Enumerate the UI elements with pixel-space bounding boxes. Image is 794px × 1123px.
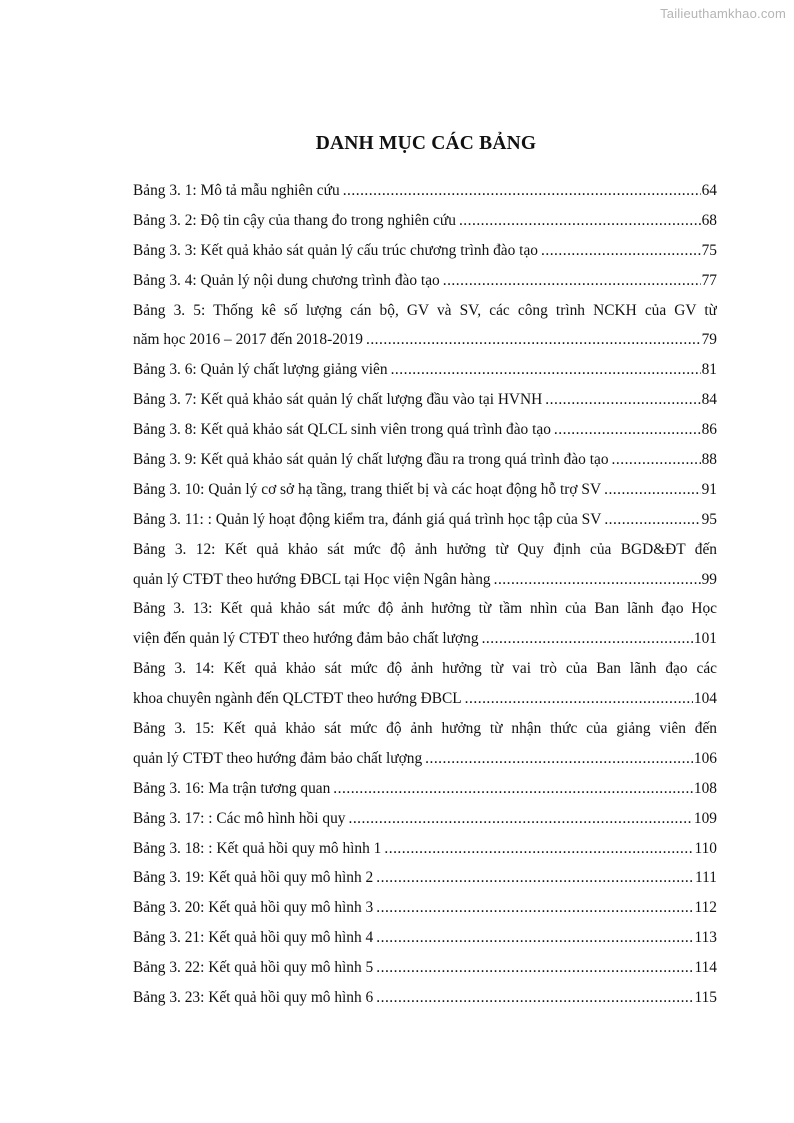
toc-entry-title: Bảng 3. 6: Quản lý chất lượng giảng viên bbox=[133, 361, 388, 379]
toc-entry[interactable] bbox=[133, 983, 717, 1013]
toc-entry-title: Bảng 3. 23: Kết quả hồi quy mô hình 6 bbox=[133, 989, 374, 1007]
toc-entry-line bbox=[133, 744, 717, 774]
toc-entry-line bbox=[133, 236, 717, 266]
toc-entry-line bbox=[133, 953, 717, 983]
page-title: DANH MỤC CÁC BẢNG bbox=[315, 133, 537, 154]
toc-entry-page-number: 106 bbox=[693, 749, 717, 767]
toc-entry-page-number: 115 bbox=[694, 989, 717, 1007]
toc-entry-title: quản lý CTĐT theo hướng đảm bảo chất lượng bbox=[133, 749, 423, 767]
toc-entry[interactable] bbox=[133, 953, 717, 983]
toc-entry[interactable] bbox=[133, 834, 717, 864]
dot-leader bbox=[391, 355, 701, 385]
toc-entry[interactable] bbox=[133, 236, 717, 266]
dot-leader bbox=[376, 983, 693, 1013]
dot-leader bbox=[554, 415, 701, 445]
toc-entry-page-number: 79 bbox=[701, 331, 717, 349]
dot-leader bbox=[604, 505, 700, 535]
toc-entry-title: Bảng 3. 21: Kết quả hồi quy mô hình 4 bbox=[133, 929, 374, 947]
toc-entry[interactable] bbox=[133, 385, 717, 415]
toc-entry-title: Bảng 3. 19: Kết quả hồi quy mô hình 2 bbox=[133, 869, 374, 887]
toc-entry[interactable] bbox=[133, 266, 717, 296]
toc-entry-page-number: 64 bbox=[701, 182, 717, 199]
toc-entry[interactable] bbox=[133, 445, 717, 475]
dot-leader bbox=[425, 744, 693, 774]
toc-entry-title: năm học 2016 – 2017 đến 2018-2019 bbox=[133, 331, 363, 349]
toc-entry-title: Bảng 3. 22: Kết quả hồi quy mô hình 5 bbox=[133, 959, 374, 977]
toc-entry-page-number: 95 bbox=[701, 510, 717, 528]
table-of-contents bbox=[133, 176, 717, 1013]
toc-entry-page-number: 99 bbox=[701, 570, 717, 588]
toc-entry-page-number: 81 bbox=[701, 361, 717, 379]
toc-entry[interactable] bbox=[133, 176, 717, 206]
toc-entry-page-number: 109 bbox=[693, 809, 717, 827]
toc-entry-page-number: 68 bbox=[701, 211, 717, 229]
toc-entry-line bbox=[133, 565, 717, 595]
toc-entry[interactable] bbox=[133, 206, 717, 236]
toc-entry-title: Bảng 3. 16: Ma trận tương quan bbox=[133, 779, 331, 797]
dot-leader bbox=[376, 863, 694, 893]
toc-entry-line bbox=[133, 804, 717, 834]
toc-entry-title: Bảng 3. 4: Quản lý nội dung chương trình đào tạo bbox=[133, 271, 440, 289]
toc-entry-line bbox=[133, 475, 717, 505]
toc-entry-page-number: 88 bbox=[701, 451, 717, 469]
dot-leader bbox=[384, 834, 693, 864]
toc-entry-line bbox=[133, 774, 717, 804]
toc-entry-page-number: 111 bbox=[695, 869, 717, 887]
toc-entry-line bbox=[133, 863, 717, 893]
toc-entry[interactable] bbox=[133, 774, 717, 804]
dot-leader bbox=[604, 475, 701, 505]
toc-entry[interactable] bbox=[133, 505, 717, 535]
toc-entry[interactable] bbox=[133, 296, 717, 356]
toc-entry-page-number: 91 bbox=[701, 480, 717, 498]
toc-entry[interactable] bbox=[133, 863, 717, 893]
dot-leader bbox=[333, 774, 693, 804]
toc-entry-line bbox=[133, 206, 717, 236]
dot-leader bbox=[343, 176, 701, 206]
toc-entry-first-line: Bảng 3. 12: Kết quả khảo sát mức độ ảnh hưởng từ Quy định của BGD&ĐT đến bbox=[133, 540, 717, 558]
toc-entry-page-number: 110 bbox=[694, 839, 717, 857]
toc-entry-page-number: 86 bbox=[701, 421, 717, 439]
toc-entry-line bbox=[133, 624, 717, 654]
toc-entry-first-line: Bảng 3. 5: Thống kê số lượng cán bộ, GV và SV, các công trình NCKH của GV từ bbox=[133, 301, 717, 319]
toc-entry-line bbox=[133, 983, 717, 1013]
toc-entry-title: Bảng 3. 8: Kết quả khảo sát QLCL sinh viên trong quá trình đào tạo bbox=[133, 421, 551, 439]
dot-leader bbox=[541, 236, 701, 266]
dot-leader bbox=[376, 893, 693, 923]
toc-entry-title: Bảng 3. 10: Quản lý cơ sở hạ tầng, trang thiết bị và các hoạt động hỗ trợ SV bbox=[133, 480, 602, 498]
toc-entry-page-number: 101 bbox=[693, 630, 717, 648]
dot-leader bbox=[459, 206, 701, 236]
toc-entry[interactable] bbox=[133, 594, 717, 654]
toc-entry-line bbox=[133, 923, 717, 953]
toc-entry-title: Bảng 3. 1: Mô tả mẫu nghiên cứu bbox=[133, 182, 340, 199]
dot-leader bbox=[465, 684, 693, 714]
toc-entry-line bbox=[133, 325, 717, 355]
toc-entry-line bbox=[133, 505, 717, 535]
toc-entry-title: Bảng 3. 18: : Kết quả hồi quy mô hình 1 bbox=[133, 839, 382, 857]
dot-leader bbox=[376, 953, 693, 983]
dot-leader bbox=[612, 445, 701, 475]
toc-entry-page-number: 84 bbox=[701, 391, 717, 409]
toc-entry[interactable] bbox=[133, 415, 717, 445]
toc-entry-line bbox=[133, 893, 717, 923]
toc-entry-line bbox=[133, 834, 717, 864]
toc-entry-line bbox=[133, 355, 717, 385]
toc-entry-title: Bảng 3. 3: Kết quả khảo sát quản lý cấu trúc chương trình đào tạo bbox=[133, 241, 538, 259]
dot-leader bbox=[443, 266, 701, 296]
toc-entry-line bbox=[133, 445, 717, 475]
toc-entry[interactable] bbox=[133, 355, 717, 385]
toc-entry-page-number: 108 bbox=[693, 779, 717, 797]
dot-leader bbox=[494, 565, 701, 595]
toc-entry[interactable] bbox=[133, 654, 717, 714]
toc-entry-title: viện đến quản lý CTĐT theo hướng đảm bảo chất lượng bbox=[133, 630, 479, 648]
toc-entry-first-line: Bảng 3. 15: Kết quả khảo sát mức độ ảnh hưởng từ nhận thức của giảng viên đến bbox=[133, 720, 717, 738]
toc-entry-title: khoa chuyên ngành đến QLCTĐT theo hướng ĐBCL bbox=[133, 690, 462, 708]
toc-entry[interactable] bbox=[133, 804, 717, 834]
toc-entry-line bbox=[133, 684, 717, 714]
dot-leader bbox=[376, 923, 693, 953]
toc-entry-title: Bảng 3. 17: : Các mô hình hồi quy bbox=[133, 809, 346, 827]
toc-entry-first-line: Bảng 3. 14: Kết quả khảo sát mức độ ảnh hưởng từ vai trò của Ban lãnh đạo các bbox=[133, 660, 717, 678]
toc-entry-line bbox=[133, 385, 717, 415]
toc-entry-title: Bảng 3. 11: : Quản lý hoạt động kiểm tra, đánh giá quá trình học tập của SV bbox=[133, 510, 602, 528]
toc-entry-first-line: Bảng 3. 13: Kết quả khảo sát mức độ ảnh hưởng từ tầm nhìn của Ban lãnh đạo Học bbox=[133, 600, 717, 618]
dot-leader bbox=[545, 385, 700, 415]
toc-entry-page-number: 114 bbox=[694, 959, 717, 977]
toc-entry-title: Bảng 3. 7: Kết quả khảo sát quản lý chất lượng đầu vào tại HVNH bbox=[133, 391, 543, 409]
toc-entry[interactable] bbox=[133, 923, 717, 953]
toc-entry[interactable] bbox=[133, 714, 717, 774]
dot-leader bbox=[348, 804, 692, 834]
watermark-text: Tailieuthamkhao.com bbox=[660, 6, 786, 21]
dot-leader bbox=[366, 325, 701, 355]
toc-entry-line bbox=[133, 176, 717, 206]
toc-entry[interactable] bbox=[133, 893, 717, 923]
toc-entry-page-number: 77 bbox=[701, 271, 717, 289]
toc-entry-page-number: 112 bbox=[694, 899, 717, 917]
toc-entry-title: Bảng 3. 20: Kết quả hồi quy mô hình 3 bbox=[133, 899, 374, 917]
toc-entry[interactable] bbox=[133, 475, 717, 505]
toc-entry[interactable] bbox=[133, 535, 717, 595]
toc-entry-page-number: 104 bbox=[693, 690, 717, 708]
toc-entry-line bbox=[133, 266, 717, 296]
toc-entry-title: Bảng 3. 2: Độ tin cậy của thang đo trong nghiên cứu bbox=[133, 211, 456, 229]
dot-leader bbox=[482, 624, 693, 654]
toc-entry-page-number: 113 bbox=[694, 929, 717, 947]
toc-entry-line bbox=[133, 415, 717, 445]
toc-entry-title: quản lý CTĐT theo hướng ĐBCL tại Học viện Ngân hàng bbox=[133, 570, 491, 588]
toc-entry-page-number: 75 bbox=[701, 241, 717, 259]
toc-entry-title: Bảng 3. 9: Kết quả khảo sát quản lý chất lượng đầu ra trong quá trình đào tạo bbox=[133, 451, 609, 469]
